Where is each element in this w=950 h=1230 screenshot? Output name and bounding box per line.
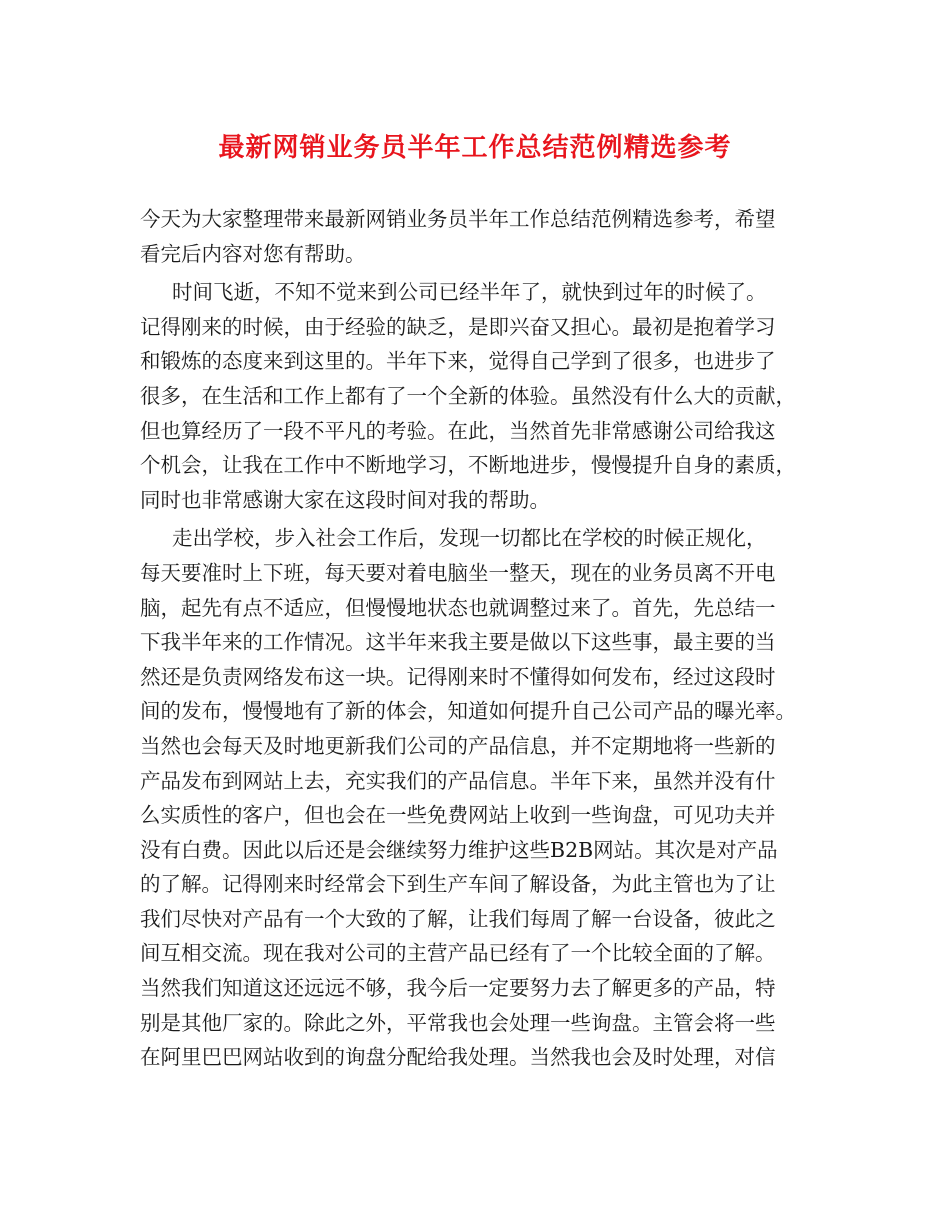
paragraph-line: 走出学校，步入社会工作后，发现一切都比在学校的时候正规化， — [172, 526, 767, 551]
paragraph-line: 么实质性的客户，但也会在一些免费网站上收到一些询盘，可见功夫并 — [140, 803, 776, 828]
paragraph-line: 看完后内容对您有帮助。 — [140, 241, 366, 266]
document-title: 最新网销业务员半年工作总结范例精选参考 — [218, 133, 732, 163]
paragraph-line: 在阿里巴巴网站收到的询盘分配给我处理。当然我也会及时处理，对信 — [140, 1045, 776, 1070]
paragraph-line: 但也算经历了一段不平凡的考验。在此，当然首先非常感谢公司给我这 — [140, 418, 776, 443]
paragraph-line: 每天要准时上下班，每天要对着电脑坐一整天，现在的业务员离不开电 — [140, 560, 776, 585]
paragraph-line: 时间飞逝，不知不觉来到公司已经半年了，就快到过年的时候了。 — [172, 280, 767, 305]
paragraph-line: 间互相交流。现在我对公司的主营产品已经有了一个比较全面的了解。 — [140, 941, 776, 966]
paragraph-line: 然还是负责网络发布这一块。记得刚来时不懂得如何发布，经过这段时 — [140, 664, 776, 689]
paragraph-line: 我们尽快对产品有一个大致的了解，让我们每周了解一台设备，彼此之 — [140, 906, 776, 931]
paragraph-line: 和锻炼的态度来到这里的。半年下来，觉得自己学到了很多，也进步了 — [140, 349, 776, 374]
paragraph-line: 的了解。记得刚来时经常会下到生产车间了解设备，为此主管也为了让 — [140, 872, 776, 897]
paragraph-line: 间的发布，慢慢地有了新的体会，知道如何提升自己公司产品的曝光率。 — [140, 699, 796, 724]
document-body — [140, 202, 818, 1075]
paragraph-line: 当然我们知道这还远远不够，我今后一定要努力去了解更多的产品，特 — [140, 976, 776, 1001]
paragraph — [140, 275, 818, 517]
paragraph-line: 记得刚来的时候，由于经验的缺乏，是即兴奋又担心。最初是抱着学习 — [140, 314, 776, 339]
paragraph-line: 产品发布到网站上去，充实我们的产品信息。半年下来，虽然并没有什 — [140, 768, 776, 793]
paragraph-line: 今天为大家整理带来最新网销业务员半年工作总结范例精选参考，希望 — [140, 207, 776, 231]
paragraph-line: 当然也会每天及时地更新我们公司的产品信息，并不定期地将一些新的 — [140, 733, 776, 758]
paragraph-line: 下我半年来的工作情况。这半年来我主要是做以下这些事，最主要的当 — [140, 630, 776, 655]
paragraph-line: 别是其他厂家的。除此之外，平常我也会处理一些询盘。主管会将一些 — [140, 1010, 776, 1035]
paragraph-line: 同时也非常感谢大家在这段时间对我的帮助。 — [140, 487, 550, 512]
paragraph — [140, 521, 818, 1075]
paragraph-line: 个机会，让我在工作中不断地学习，不断地进步，慢慢提升自身的素质， — [140, 453, 796, 478]
paragraph-line: 没有白费。因此以后还是会继续努力维护这些B2B网站。其次是对产品 — [140, 837, 778, 862]
paragraph-line: 脑，起先有点不适应，但慢慢地状态也就调整过来了。首先，先总结一 — [140, 595, 776, 620]
paragraph-line: 很多，在生活和工作上都有了一个全新的体验。虽然没有什么大的贡献， — [140, 383, 796, 408]
paragraph — [140, 202, 818, 271]
